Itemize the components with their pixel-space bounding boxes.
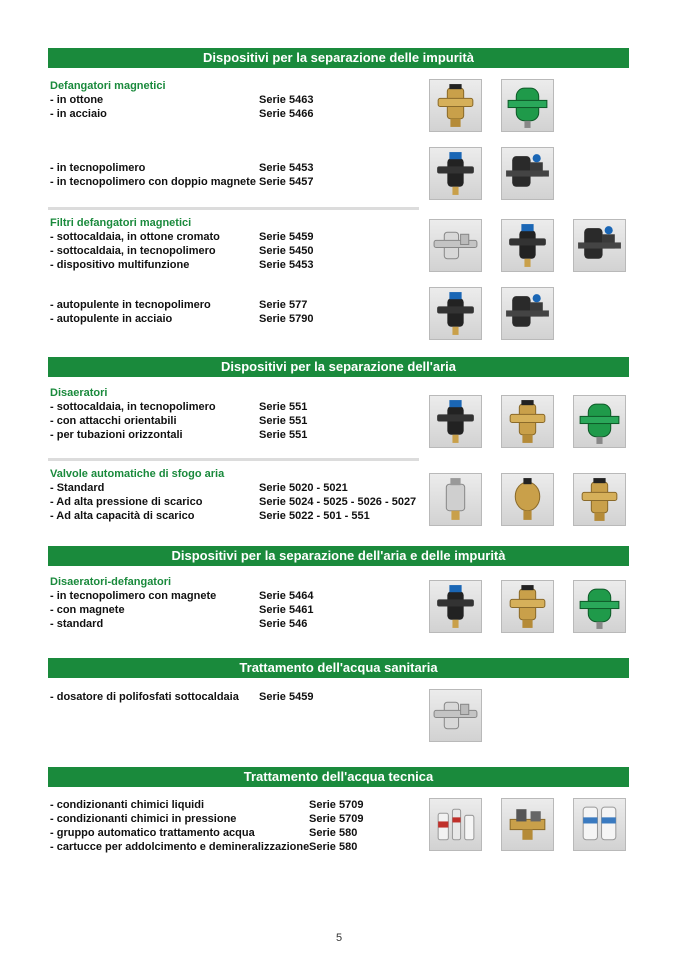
category-filtri-defangatori: Filtri defangatori magnetici <box>50 217 192 229</box>
polyphosphate-dispenser-icon <box>430 690 481 741</box>
product-series: Serie 5463 <box>259 94 314 106</box>
product-row <box>50 107 314 121</box>
product-row <box>50 603 314 617</box>
chemical-bottles-icon <box>430 799 481 850</box>
product-image-horizontal-deaerator <box>573 395 626 448</box>
product-image-double-magnet-separator <box>501 147 554 200</box>
product-image-high-pressure-air-vent <box>501 473 554 526</box>
product-label: - condizionanti chimici in pressione <box>50 813 237 825</box>
product-label: - condizionanti chimici liquidi <box>50 799 204 811</box>
product-series: Serie 5466 <box>259 108 314 120</box>
product-series: Serie 5709 <box>309 813 364 825</box>
product-row <box>50 840 358 854</box>
horizontal-deaerator-icon <box>574 396 625 447</box>
standard-deaerator-separator-icon <box>574 581 625 632</box>
high-pressure-air-vent-icon <box>502 474 553 525</box>
product-row <box>50 617 308 631</box>
multifunction-filter-icon <box>574 220 625 271</box>
product-label: - in tecnopolimero <box>50 162 146 174</box>
magnet-deaerator-separator-icon <box>502 581 553 632</box>
water-treatment-group-icon <box>502 799 553 850</box>
standard-air-vent-icon <box>430 474 481 525</box>
product-image-water-treatment-group <box>501 798 554 851</box>
product-label: - dispositivo multifunzione <box>50 259 190 271</box>
orientable-deaerator-icon <box>502 396 553 447</box>
product-series: Serie 5453 <box>259 162 314 174</box>
divider <box>48 207 419 210</box>
product-series: Serie 5024 - 5025 - 5026 - 5027 <box>259 496 417 508</box>
product-image-chrome-filter <box>429 219 482 272</box>
product-label: - in tecnopolimero con magnete <box>50 590 217 602</box>
product-series: Serie 5459 <box>259 691 314 703</box>
product-row <box>50 175 314 189</box>
product-label: - cartucce per addolcimento e demineralizzazione <box>50 841 310 853</box>
product-series: Serie 5450 <box>259 245 314 257</box>
product-image-chemical-conditioners <box>429 798 482 851</box>
product-series: Serie 5453 <box>259 259 314 271</box>
product-image-polymer-deaerator-separator <box>429 580 482 633</box>
double-magnet-separator-icon <box>502 148 553 199</box>
product-row <box>50 258 314 272</box>
product-label: - in ottone <box>50 94 104 106</box>
category-disaeratori: Disaeratori <box>50 387 108 399</box>
product-image-polymer-filter <box>501 219 554 272</box>
product-row <box>50 298 308 312</box>
page-number: 5 <box>335 932 343 944</box>
product-label: - con magnete <box>50 604 125 616</box>
product-image-polyphosphate-dispenser <box>429 689 482 742</box>
product-label: - dosatore di polifosfati sottocaldaia <box>50 691 239 703</box>
product-series: Serie 577 <box>259 299 308 311</box>
section-title-air-impurities: Dispositivi per la separazione dell'aria e delle impurità <box>48 546 629 566</box>
product-series: Serie 5020 - 5021 <box>259 482 348 494</box>
product-series: Serie 5022 - 501 - 551 <box>259 510 370 522</box>
product-series: Serie 5709 <box>309 799 364 811</box>
high-capacity-air-vent-icon <box>574 474 625 525</box>
product-row <box>50 312 314 326</box>
product-series: Serie 546 <box>259 618 308 630</box>
product-image-polymer-separator <box>429 147 482 200</box>
product-image-high-capacity-air-vent <box>573 473 626 526</box>
product-label: - in tecnopolimero con doppio magnete <box>50 176 256 188</box>
product-row <box>50 230 314 244</box>
product-image-magnet-deaerator-separator <box>501 580 554 633</box>
product-row <box>50 93 314 107</box>
product-row <box>50 826 358 840</box>
product-image-steel-separator <box>501 79 554 132</box>
product-row <box>50 798 364 812</box>
brass-separator-icon <box>430 80 481 131</box>
product-image-brass-separator <box>429 79 482 132</box>
product-row <box>50 161 314 175</box>
product-image-selfcleaning-steel <box>501 287 554 340</box>
product-image-standard-air-vent <box>429 473 482 526</box>
divider <box>48 458 419 461</box>
product-row <box>50 244 314 258</box>
product-image-softening-cartridges <box>573 798 626 851</box>
product-label: - in acciaio <box>50 108 107 120</box>
product-row <box>50 509 370 523</box>
product-label: - Ad alta capacità di scarico <box>50 510 195 522</box>
chrome-filter-icon <box>430 220 481 271</box>
product-series: Serie 551 <box>259 401 308 413</box>
softening-cartridges-icon <box>574 799 625 850</box>
product-label: - con attacchi orientabili <box>50 415 177 427</box>
product-label: - autopulente in tecnopolimero <box>50 299 211 311</box>
category-defangatori-magnetici: Defangatori magnetici <box>50 80 166 92</box>
product-series: Serie 5790 <box>259 313 314 325</box>
product-label: - standard <box>50 618 104 630</box>
product-row <box>50 400 308 414</box>
product-image-multifunction-filter <box>573 219 626 272</box>
product-series: Serie 580 <box>309 841 358 853</box>
product-series: Serie 580 <box>309 827 358 839</box>
polymer-separator-icon <box>430 148 481 199</box>
product-label: - sottocaldaia, in ottone cromato <box>50 231 220 243</box>
product-series: Serie 551 <box>259 415 308 427</box>
product-series: Serie 5457 <box>259 176 314 188</box>
category-valvole-sfogo: Valvole automatiche di sfogo aria <box>50 468 225 480</box>
product-row <box>50 428 308 442</box>
product-row <box>50 481 348 495</box>
product-row <box>50 495 417 509</box>
product-label: - sottocaldaia, in tecnopolimero <box>50 245 216 257</box>
product-label: - gruppo automatico trattamento acqua <box>50 827 255 839</box>
polymer-deaerator-icon <box>430 396 481 447</box>
polymer-deaerator-separator-icon <box>430 581 481 632</box>
product-row <box>50 414 308 428</box>
section-title-impurities: Dispositivi per la separazione delle impurità <box>48 48 629 68</box>
product-label: - Standard <box>50 482 105 494</box>
product-label: - per tubazioni orizzontali <box>50 429 183 441</box>
product-series: Serie 5461 <box>259 604 314 616</box>
product-image-orientable-deaerator <box>501 395 554 448</box>
product-label: - Ad alta pressione di scarico <box>50 496 203 508</box>
section-title-air: Dispositivi per la separazione dell'aria <box>48 357 629 377</box>
product-series: Serie 5464 <box>259 590 314 602</box>
product-series: Serie 5459 <box>259 231 314 243</box>
product-image-polymer-deaerator <box>429 395 482 448</box>
polymer-filter-icon <box>502 220 553 271</box>
product-image-selfcleaning-polymer <box>429 287 482 340</box>
product-row <box>50 690 314 704</box>
selfcleaning-steel-icon <box>502 288 553 339</box>
product-label: - sottocaldaia, in tecnopolimero <box>50 401 216 413</box>
section-title-technical-water: Trattamento dell'acqua tecnica <box>48 767 629 787</box>
selfcleaning-polymer-icon <box>430 288 481 339</box>
product-series: Serie 551 <box>259 429 308 441</box>
category-disaeratori-defangatori: Disaeratori-defangatori <box>50 576 172 588</box>
product-row <box>50 812 364 826</box>
product-label: - autopulente in acciaio <box>50 313 173 325</box>
steel-separator-icon <box>502 80 553 131</box>
product-row <box>50 589 314 603</box>
product-image-standard-deaerator-separator <box>573 580 626 633</box>
section-title-sanitary-water: Trattamento dell'acqua sanitaria <box>48 658 629 678</box>
